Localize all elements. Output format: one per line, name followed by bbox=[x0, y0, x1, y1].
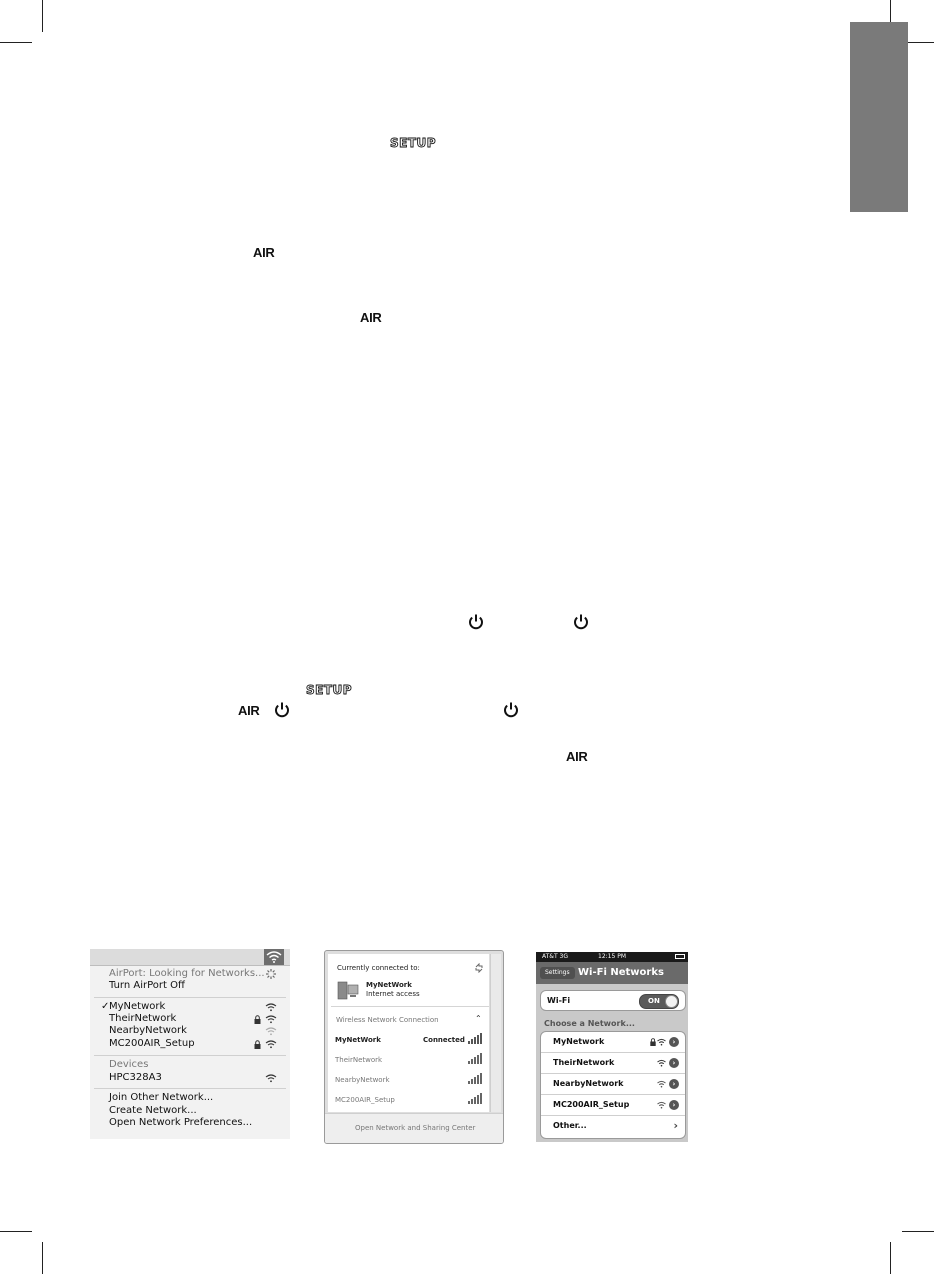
network-item-theirnetwork[interactable]: TheirNetwork bbox=[109, 1013, 177, 1024]
wifi-icon bbox=[265, 1073, 277, 1083]
lock-icon bbox=[254, 1040, 261, 1049]
join-other-network-item[interactable]: Join Other Network... bbox=[109, 1092, 214, 1103]
flyout-footer bbox=[325, 1113, 503, 1144]
network-item-mc200air-setup[interactable] bbox=[541, 1094, 685, 1115]
wifi-icon bbox=[264, 949, 284, 965]
other-network-item[interactable] bbox=[541, 1115, 685, 1136]
checkmark-icon: ✓ bbox=[101, 1001, 110, 1012]
power-icon bbox=[572, 613, 590, 631]
carrier-label: AT&T 3G bbox=[542, 953, 569, 960]
device-item[interactable]: HPC328A3 bbox=[109, 1072, 162, 1083]
scrollbar[interactable] bbox=[490, 954, 501, 1112]
air-glyph: AIR bbox=[238, 703, 260, 718]
signal-bars-icon bbox=[467, 1052, 483, 1064]
devices-heading: Devices bbox=[109, 1059, 149, 1070]
spinner-icon bbox=[265, 968, 277, 980]
wifi-icon bbox=[657, 1038, 666, 1046]
collapse-icon[interactable]: ⌃ bbox=[475, 1014, 482, 1023]
menu-separator bbox=[94, 997, 286, 998]
network-item-nearbynetwork[interactable]: NearbyNetwork bbox=[335, 1076, 390, 1084]
lock-icon bbox=[254, 1015, 261, 1024]
iphone-wifi-screen bbox=[536, 952, 688, 1142]
other-label: Other... bbox=[553, 1121, 587, 1130]
settings-back-button[interactable]: Settings bbox=[540, 967, 575, 979]
menu-separator bbox=[94, 1055, 286, 1056]
network-name: MyNetwork bbox=[553, 1037, 605, 1046]
choose-network-heading: Choose a Network... bbox=[544, 1019, 635, 1028]
wifi-icon bbox=[265, 1002, 277, 1012]
crop-mark bbox=[42, 1242, 43, 1274]
network-item-nearbynetwork[interactable] bbox=[541, 1073, 685, 1094]
crop-mark bbox=[902, 1231, 934, 1232]
windows-network-flyout bbox=[324, 950, 504, 1144]
wireless-section-label: Wireless Network Connection bbox=[336, 1016, 439, 1024]
network-name: MC200AIR_Setup bbox=[553, 1100, 630, 1109]
current-network-name: MyNetWork bbox=[366, 981, 412, 989]
network-item-mynetwork[interactable] bbox=[541, 1032, 685, 1052]
signal-bars-icon bbox=[467, 1032, 483, 1044]
wifi-icon bbox=[265, 1014, 277, 1024]
network-item-nearbynetwork[interactable]: NearbyNetwork bbox=[109, 1025, 187, 1036]
power-icon bbox=[467, 613, 485, 631]
wifi-icon bbox=[657, 1059, 666, 1067]
language-tab bbox=[850, 22, 908, 212]
detail-disclosure-icon[interactable]: › bbox=[669, 1100, 679, 1110]
wifi-label: Wi-Fi bbox=[547, 996, 571, 1005]
menu-bar bbox=[90, 949, 290, 966]
wifi-toggle[interactable] bbox=[639, 994, 679, 1009]
setup-glyph: SETUP bbox=[306, 683, 353, 697]
air-glyph: AIR bbox=[566, 749, 588, 764]
toggle-knob bbox=[665, 995, 678, 1008]
divider bbox=[331, 1006, 489, 1007]
lock-icon bbox=[650, 1038, 656, 1046]
network-item-theirnetwork[interactable]: TheirNetwork bbox=[335, 1056, 383, 1064]
network-item-mynetwork[interactable]: MyNetWork bbox=[335, 1036, 381, 1044]
wifi-toggle-group bbox=[540, 990, 686, 1011]
toggle-state: ON bbox=[648, 997, 660, 1005]
network-item-mynetwork[interactable]: MyNetwork bbox=[109, 1001, 166, 1012]
detail-disclosure-icon[interactable]: › bbox=[669, 1058, 679, 1068]
connected-to-label: Currently connected to: bbox=[337, 964, 420, 972]
open-network-preferences-item[interactable]: Open Network Preferences... bbox=[109, 1117, 253, 1128]
air-glyph: AIR bbox=[360, 310, 382, 325]
chevron-right-icon: › bbox=[673, 1119, 678, 1132]
network-name: TheirNetwork bbox=[553, 1058, 615, 1067]
network-item-theirnetwork[interactable] bbox=[541, 1052, 685, 1073]
network-computer-icon bbox=[337, 979, 359, 1001]
crop-mark bbox=[0, 42, 32, 43]
connected-status: Connected bbox=[423, 1036, 465, 1044]
turn-airport-off-item[interactable]: Turn AirPort Off bbox=[109, 980, 185, 991]
wifi-icon bbox=[265, 1039, 277, 1049]
refresh-icon[interactable] bbox=[474, 963, 484, 973]
network-list bbox=[540, 1031, 686, 1139]
airport-menu-extra[interactable] bbox=[264, 949, 284, 965]
flyout-content bbox=[328, 954, 489, 1112]
signal-bars-icon bbox=[467, 1092, 483, 1104]
navigation-bar bbox=[536, 962, 688, 984]
wifi-icon bbox=[265, 1026, 277, 1036]
power-icon bbox=[502, 701, 520, 719]
crop-mark bbox=[0, 1231, 32, 1232]
menu-separator bbox=[94, 1088, 286, 1089]
status-bar bbox=[536, 952, 688, 962]
page-title: Wi-Fi Networks bbox=[578, 967, 664, 978]
airport-status: AirPort: Looking for Networks... bbox=[109, 968, 265, 979]
battery-icon bbox=[675, 954, 685, 959]
clock: 12:15 PM bbox=[598, 953, 626, 960]
air-glyph: AIR bbox=[253, 245, 275, 260]
power-icon bbox=[273, 701, 291, 719]
network-item-mc200air-setup[interactable]: MC200AIR_Setup bbox=[335, 1096, 395, 1104]
crop-mark bbox=[42, 0, 43, 32]
mac-airport-menu bbox=[90, 949, 290, 1139]
crop-mark bbox=[890, 1242, 891, 1274]
detail-disclosure-icon[interactable]: › bbox=[669, 1037, 679, 1047]
setup-glyph: SETUP bbox=[390, 136, 437, 150]
detail-disclosure-icon[interactable]: › bbox=[669, 1079, 679, 1089]
signal-bars-icon bbox=[467, 1072, 483, 1084]
wifi-icon bbox=[657, 1080, 666, 1088]
network-name: NearbyNetwork bbox=[553, 1079, 624, 1088]
network-item-mc200air-setup[interactable]: MC200AIR_Setup bbox=[109, 1038, 195, 1049]
wifi-icon bbox=[657, 1101, 666, 1109]
create-network-item[interactable]: Create Network... bbox=[109, 1105, 197, 1116]
current-network-status: Internet access bbox=[366, 990, 420, 998]
open-network-center-link[interactable]: Open Network and Sharing Center bbox=[355, 1124, 476, 1132]
